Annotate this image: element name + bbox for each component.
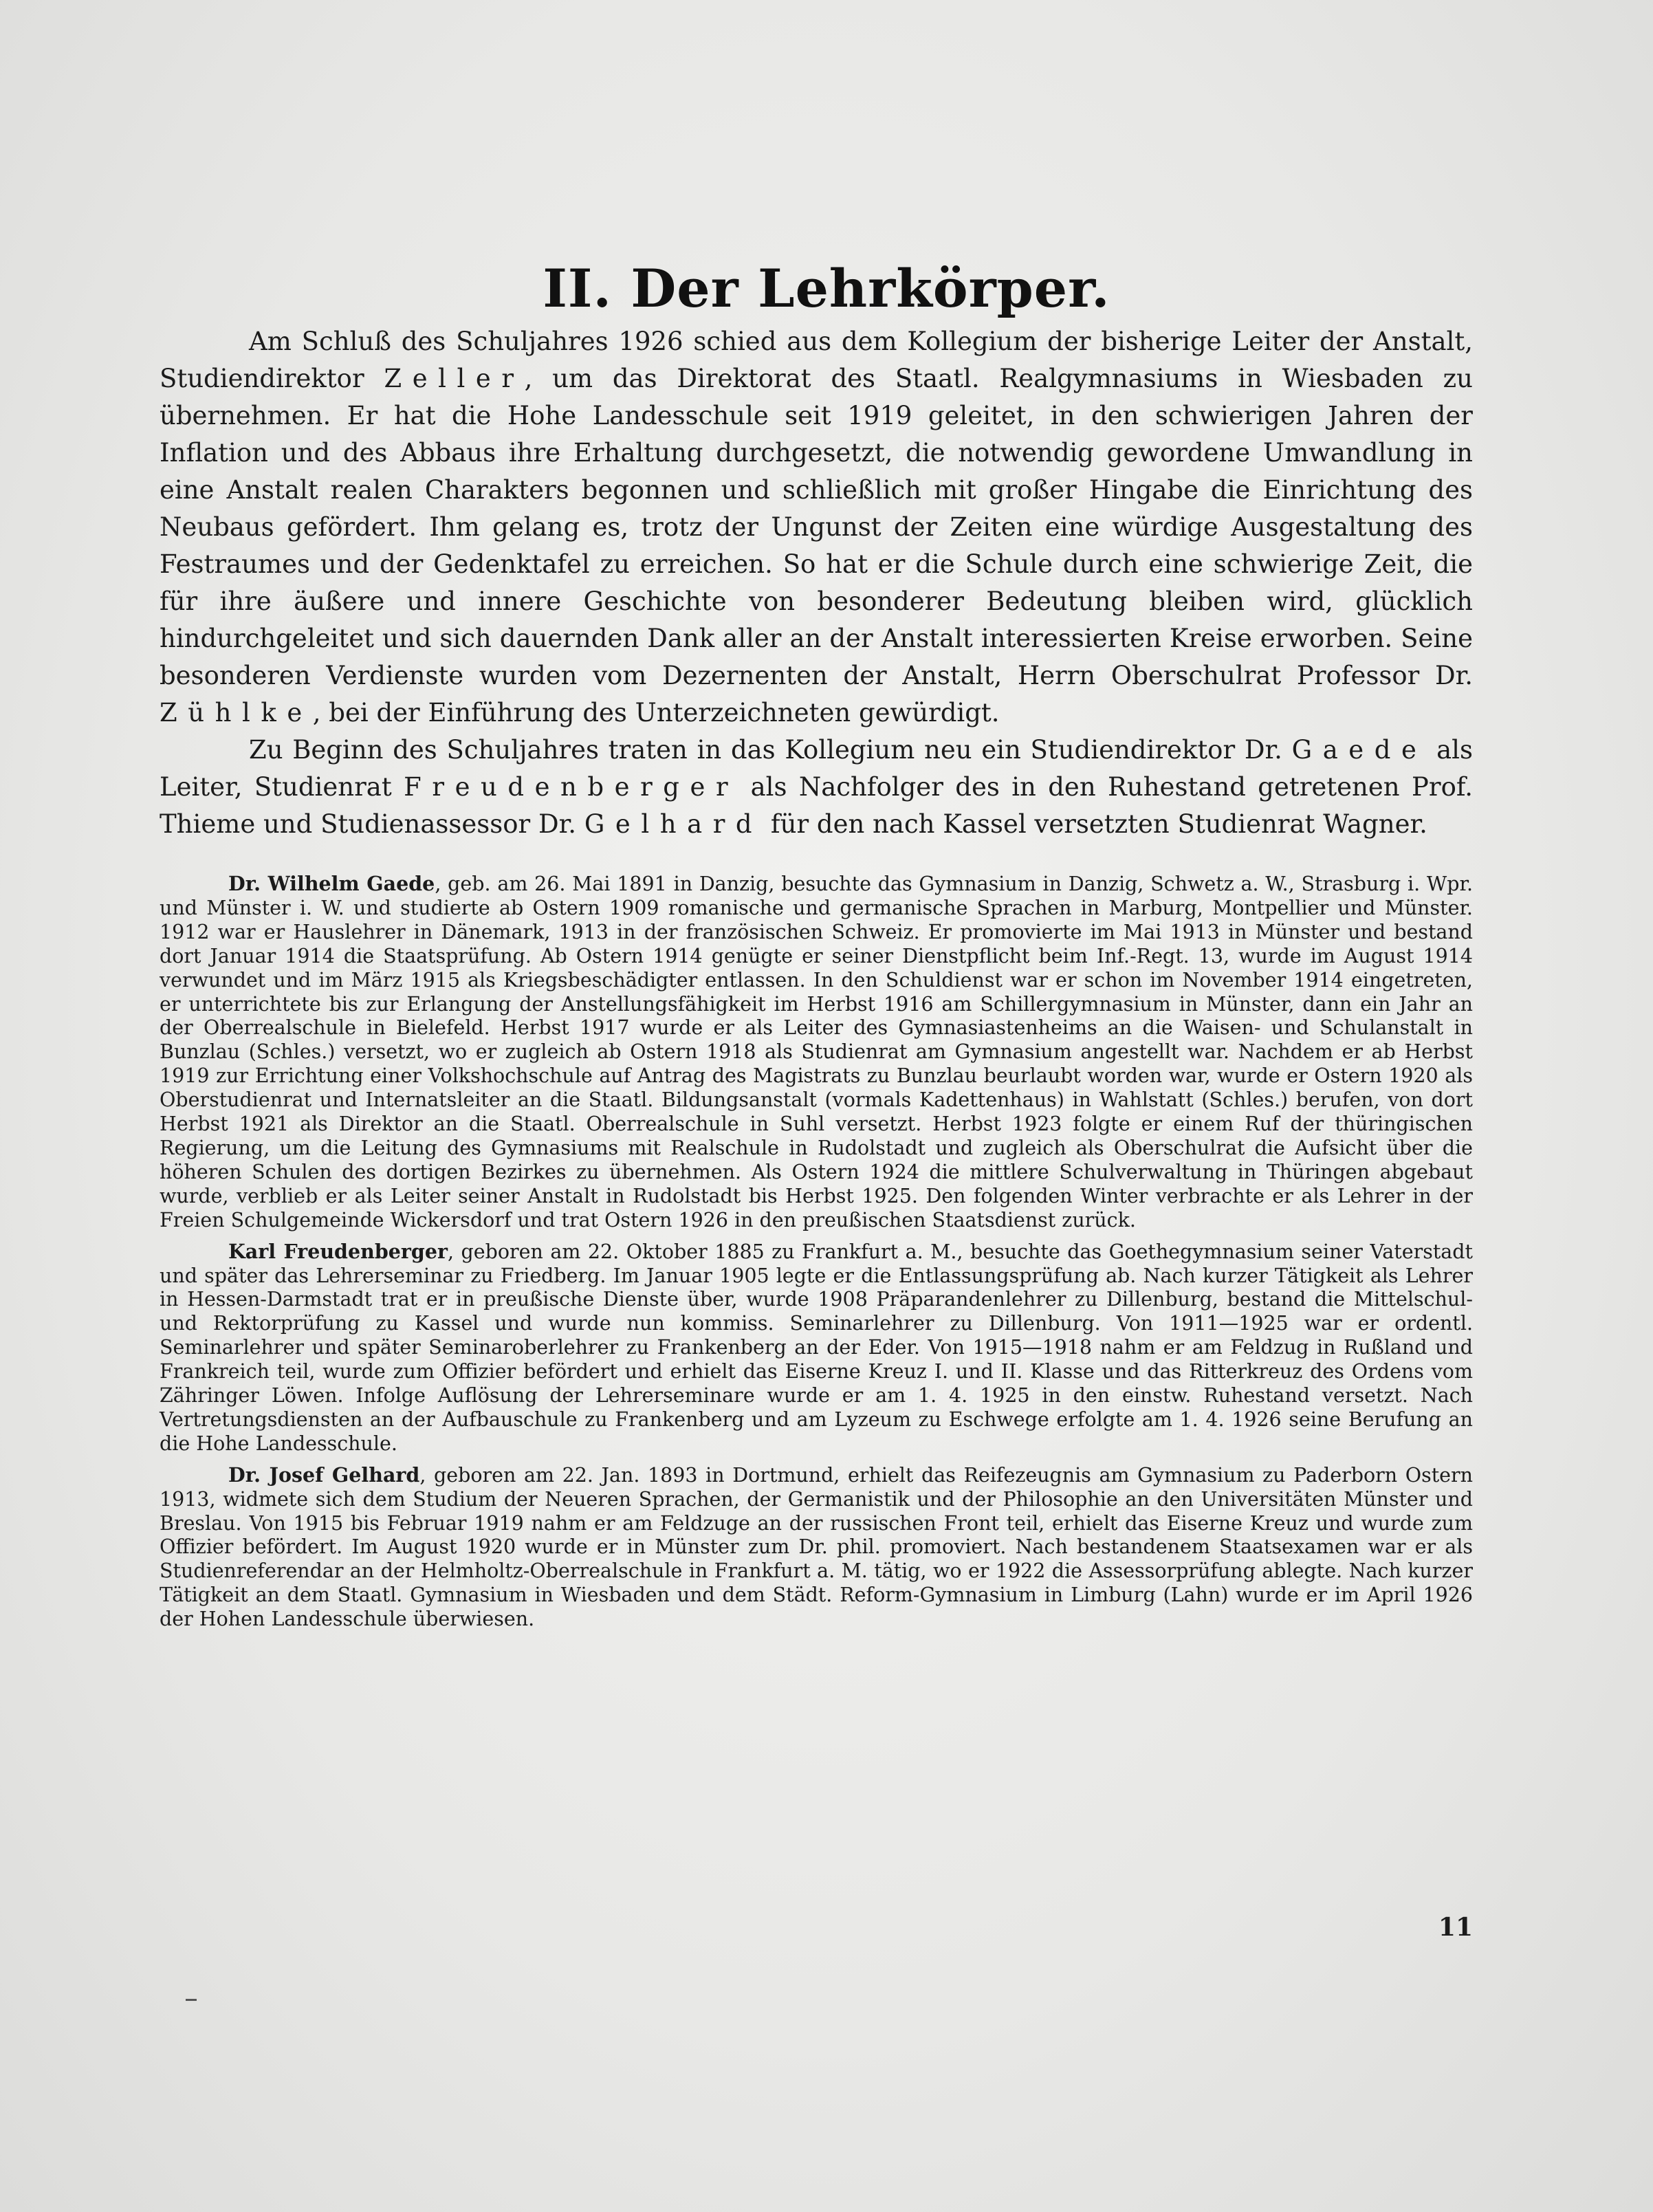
biographies xyxy=(160,872,1473,1639)
biography-gaede xyxy=(160,872,1473,1233)
biography-gelhard xyxy=(160,1463,1473,1632)
intro-text-segment: als Nachfolger des in den Ruhestand getretenen Prof. Thieme und Studienassessor Dr. xyxy=(160,772,1473,839)
biography-freudenberger xyxy=(160,1240,1473,1456)
print-speck xyxy=(186,1999,197,2001)
person-name-zuehlke: Zühlke xyxy=(160,698,313,727)
person-name-gelhard: Gelhard xyxy=(584,809,763,839)
intro-paragraph xyxy=(160,732,1473,843)
page-number: 11 xyxy=(1438,1913,1473,1942)
intro-text-segment: als Leiter, Studienrat xyxy=(160,735,1473,802)
intro-text-segment: Am Schluß des Schuljahres 1926 schied aus dem Kollegium der bisherige Leiter der Anstalt, Studiendirektor xyxy=(160,327,1473,393)
biography-text: , geboren am 22. Oktober 1885 zu Frankfurt a. M., besuchte das Goethegymnasium seiner Vaterstadt und später das Lehrerseminar zu Friedberg. Im Januar 1905 legte er die Entlassungsprüfung ab. Nach kurzer Tätigkeit als Lehrer in Hessen-Darmstadt trat er in preußische Dienste über, wurde 1908 Präparandenlehrer zu Dillenburg, bestand die Mittelschul- und Rektorprüfung zu Kassel und wurde nun kommiss. Seminarlehrer zu Dillenburg. Von 1911—1925 war er ordentl. Seminarlehrer und später Seminaroberlehrer zu Frankenberg an der Eder. Von 1915—1918 nahm er am Feldzug in Rußland und Frankreich teil, wurde zum Offizier befördert und erhielt das Eiserne Kreuz I. und II. Klasse und das Ritterkreuz des Ordens vom Zähringer Löwen. Infolge Auflösung der Lehrerseminare wurde er am 1. 4. 1925 in den einstw. Ruhestand versetzt. Nach Vertretungsdiensten an der Aufbauschule zu Frankenberg und am Lyzeum zu Eschwege erfolgte am 1. 4. 1926 seine Berufung an die Hohe Landesschule. xyxy=(160,1240,1473,1455)
intro-paragraph xyxy=(160,323,1473,732)
person-name-gaede: Gaede xyxy=(1291,735,1427,765)
intro-text-segment: Zu Beginn des Schuljahres traten in das Kollegium neu ein Studiendirektor Dr. xyxy=(249,735,1292,765)
biography-name: Dr. Wilhelm Gaede xyxy=(228,872,435,895)
person-name-freudenberger: Freudenberger xyxy=(404,772,739,802)
intro-text-segment: , um das Direktorat des Staatl. Realgymnasiums in Wiesbaden zu übernehmen. Er hat die Hohe Landesschule seit 1919 geleitet, in den schwierigen Jahren der Inflation und des Abbaus ihre Erhaltung durchgesetzt, die notwendig gewordene Umwandlung in eine Anstalt realen Charakters begonnen und schließlich mit großer Hingabe die Einrichtung des Neubaus gefördert. Ihm gelang es, trotz der Ungunst der Zeiten eine würdige Ausgestaltung des Festraumes und der Gedenktafel zu erreichen. So hat er die Schule durch eine schwierige Zeit, die für ihre äußere und innere Geschichte von besonderer Bedeutung bleiben wird, glücklich hindurchgeleitet und sich dauernden Dank aller an der Anstalt interessierten Kreise erworben. Seine besonderen Verdienste wurden vom Dezernenten der Anstalt, Herrn Oberschulrat Professor Dr. xyxy=(160,364,1474,690)
person-name-zeller: Zeller xyxy=(384,364,525,393)
biography-text: , geb. am 26. Mai 1891 in Danzig, besuchte das Gymnasium in Danzig, Schwetz a. W., Strasburg i. Wpr. und Münster i. W. und studierte ab Ostern 1909 romanische und germanische Sprachen in Marburg, Montpellier und Münster. 1912 war er Hauslehrer in Dänemark, 1913 in der französischen Schweiz. Er promovierte im Mai 1913 in Münster und bestand dort Januar 1914 die Staatsprüfung. Ab Ostern 1914 genügte er seiner Dienstpflicht beim Inf.-Regt. 13, wurde im August 1914 verwundet und im März 1915 als Kriegsbeschädigter entlassen. In den Schuldienst war er schon im November 1914 eingetreten, er unterrichtete bis zur Erlangung der Anstellungsfähigkeit im Herbst 1916 am Schillergymnasium in Münster, dann ein Jahr an der Oberrealschule in Bielefeld. Herbst 1917 wurde er als Leiter des Gymnasiastenheims an die Waisen- und Schulanstalt in Bunzlau (Schles.) versetzt, wo er zugleich ab Ostern 1918 als Studienrat am Gymnasium angestellt war. Nachdem er ab Herbst 1919 zur Errichtung einer Volkshochschule auf Antrag des Magistrats zu Bunzlau beurlaubt worden war, wurde er Ostern 1920 als Oberstudienrat und Internatsleiter an die Staatl. Bildungsanstalt (vormals Kadettenhaus) in Wahlstatt (Schles.) berufen, von dort Herbst 1921 als Direktor an die Staatl. Oberrealschule in Suhl versetzt. Herbst 1923 folgte er einem Ruf der thüringischen Regierung, um die Leitung des Gymnasiums mit Realschule in Rudolstadt und zugleich als Oberschulrat die Aufsicht über die höheren Schulen des dortigen Bezirkes zu übernehmen. Als Ostern 1924 die mittlere Schulverwaltung in Thüringen abgebaut wurde, verblieb er als Leiter seiner Anstalt in Rudolstadt bis Herbst 1925. Den folgenden Winter verbrachte er als Lehrer in der Freien Schulgemeinde Wickersdorf und trat Ostern 1926 in den preußischen Staatsdienst zurück. xyxy=(160,873,1473,1231)
biography-name: Karl Freudenberger xyxy=(228,1239,448,1263)
biography-text: , geboren am 22. Jan. 1893 in Dortmund, erhielt das Reifezeugnis am Gymnasium zu Paderborn Ostern 1913, widmete sich dem Studium der Neueren Sprachen, der Germanistik und der Philosophie an den Universitäten Münster und Breslau. Von 1915 bis Februar 1919 nahm er am Feldzuge an der russischen Front teil, erhielt das Eiserne Kreuz und wurde zum Offizier befördert. Im August 1920 wurde er in Münster zum Dr. phil. promoviert. Nach bestandenem Staatsexamen war er als Studienreferendar an der Helmholtz-Oberrealschule in Frankfurt a. M. tätig, wo er 1922 die Assessorprüfung ablegte. Nach kurzer Tätigkeit an dem Staatl. Gymnasium in Wiesbaden und dem Städt. Reform-Gymnasium in Limburg (Lahn) wurde er im April 1926 der Hohen Landesschule überwiesen. xyxy=(160,1463,1474,1631)
section-heading: II. Der Lehrkörper. xyxy=(543,258,1110,319)
intro-text-segment: für den nach Kassel versetzten Studienrat Wagner. xyxy=(763,809,1427,839)
intro-text xyxy=(160,323,1473,843)
intro-text-segment: , bei der Einführung des Unterzeichneten gewürdigt. xyxy=(312,698,1000,727)
biography-name: Dr. Josef Gelhard xyxy=(228,1463,420,1487)
